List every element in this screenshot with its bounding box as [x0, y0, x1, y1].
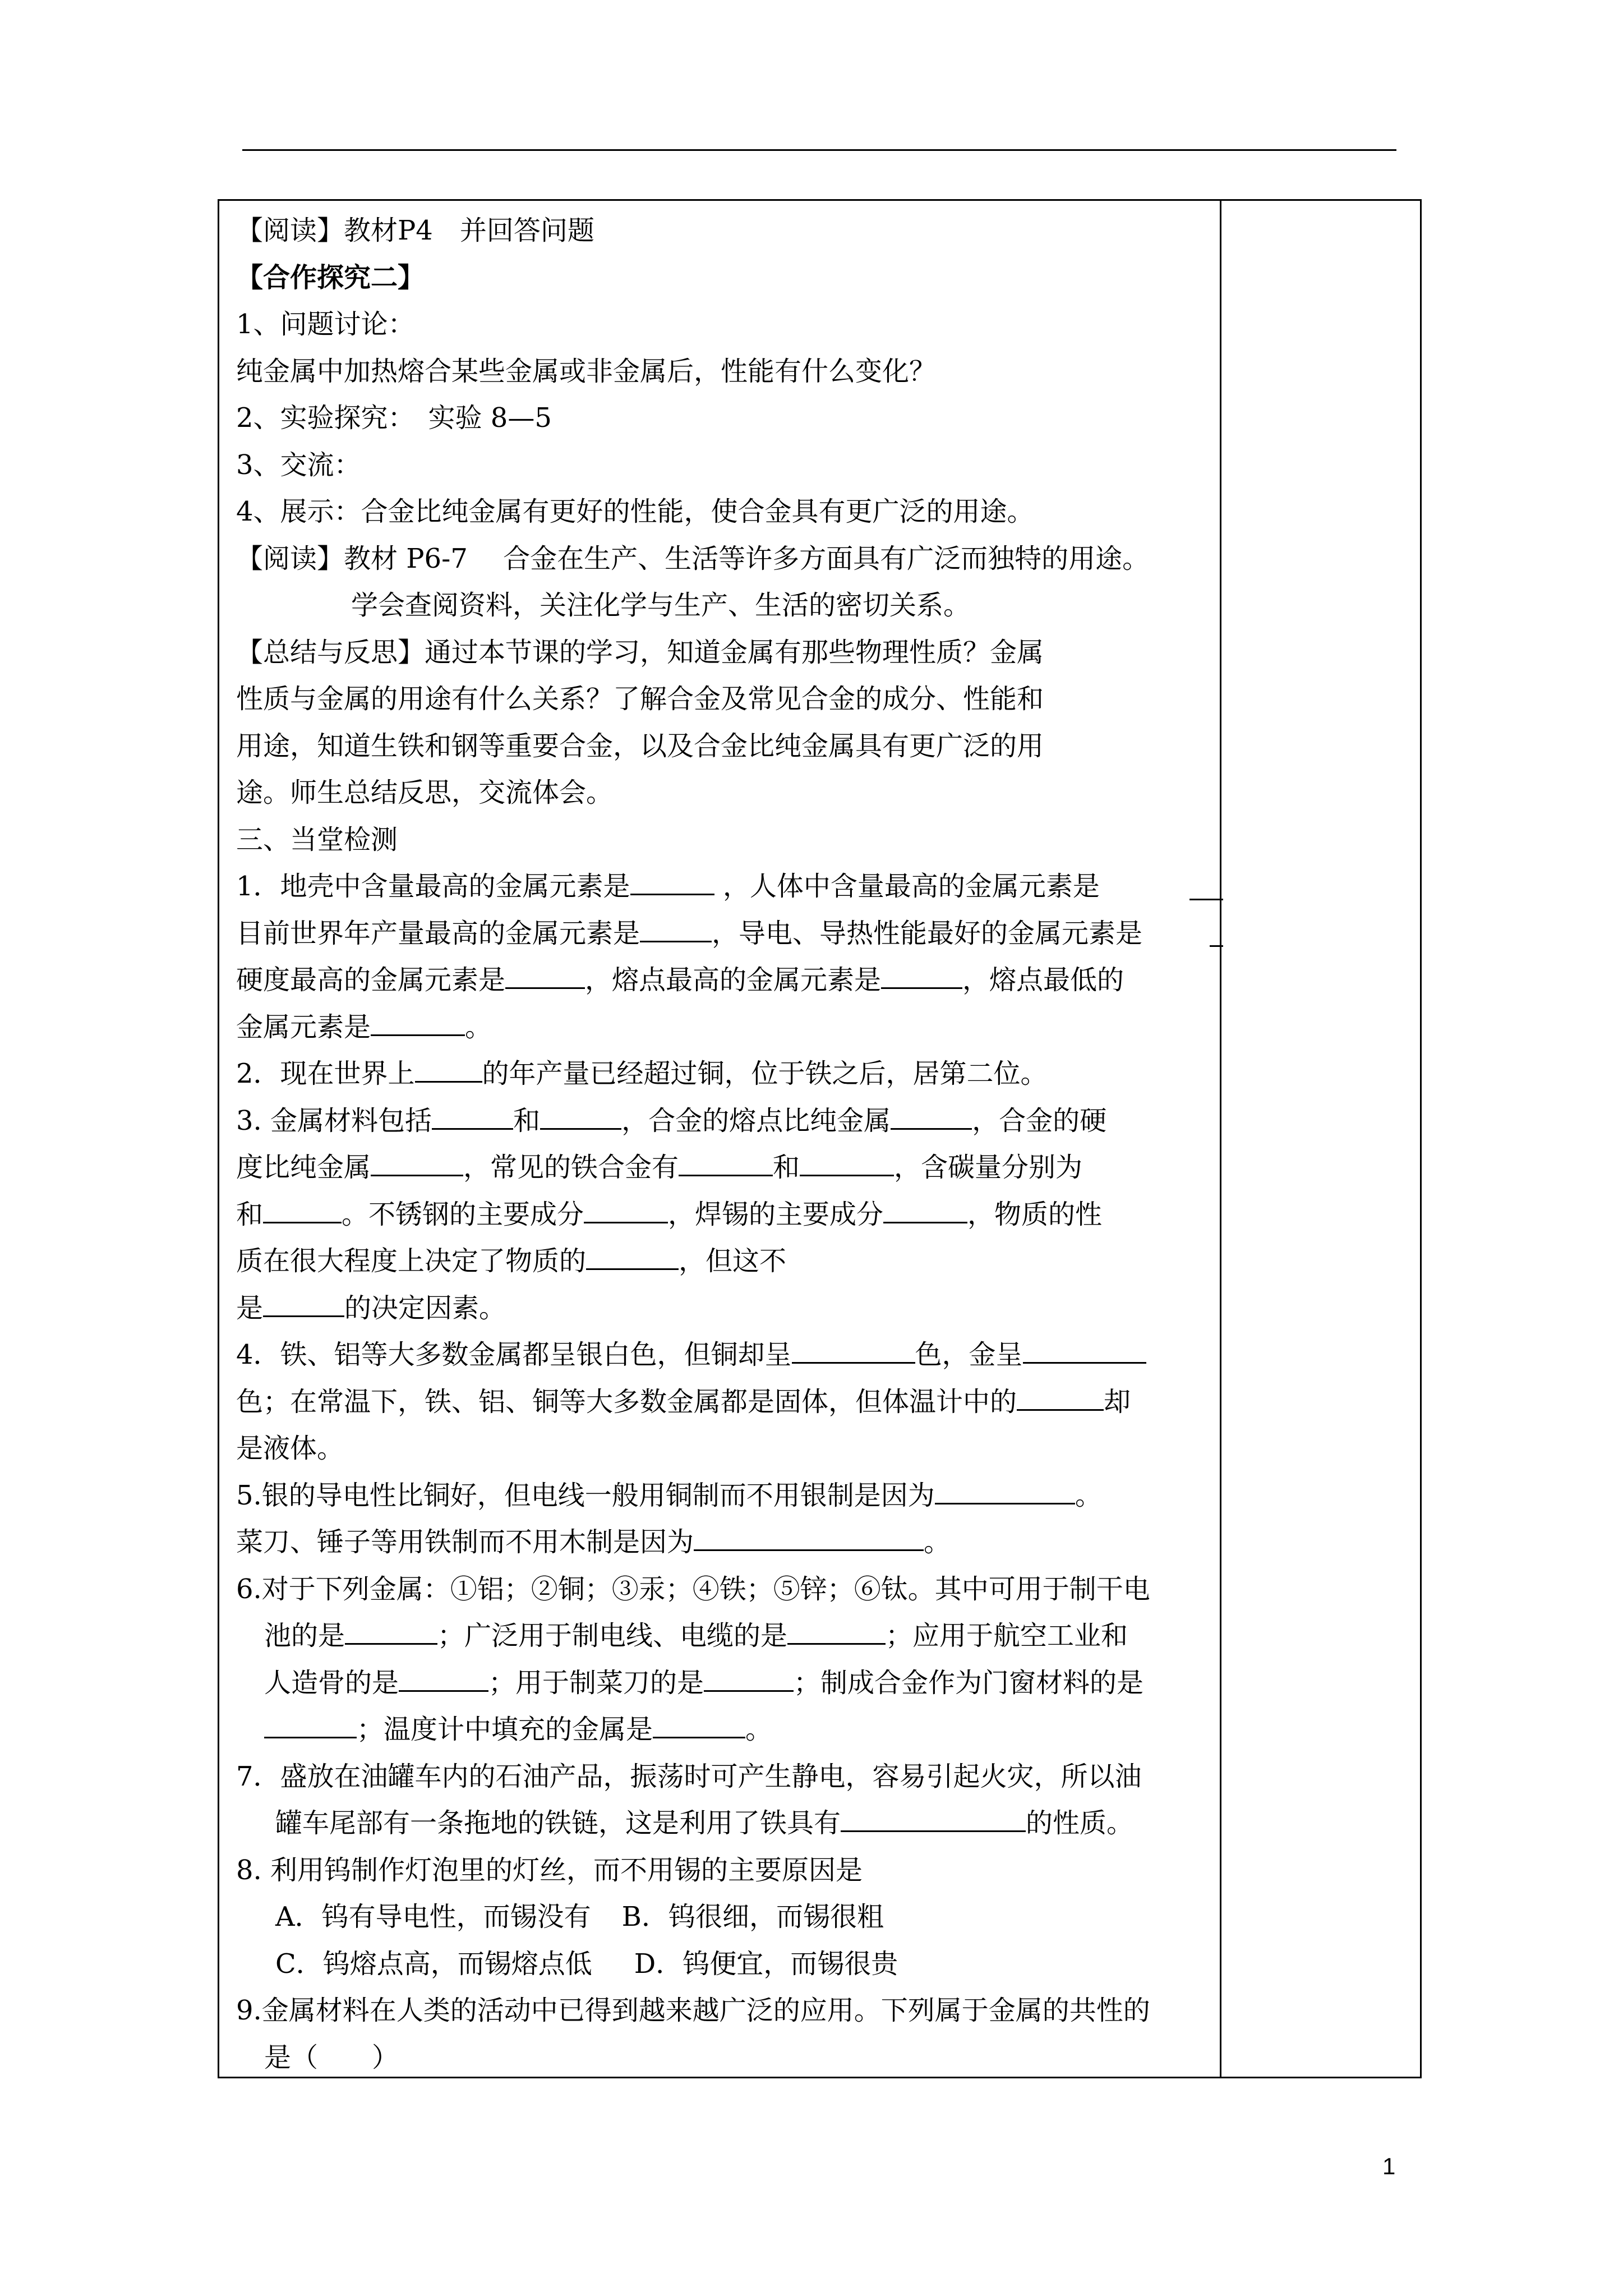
blank	[891, 1103, 972, 1130]
blank	[694, 1525, 924, 1551]
blank	[371, 1150, 463, 1176]
blank	[935, 1478, 1075, 1504]
question-2	[236, 1051, 1212, 1098]
q5-text-d: 。	[924, 1526, 951, 1558]
q3-text-o: 是	[236, 1292, 264, 1324]
option-d: D．钨便宜，而锡很贵	[634, 1948, 898, 1980]
blank	[653, 1712, 745, 1738]
q7-text-b: 罐车尾部有一条拖地的铁链，这是利用了铁具有	[275, 1807, 841, 1839]
lesson-table	[218, 199, 1422, 2078]
blank	[704, 1665, 794, 1692]
reading-line-2: 【阅读】教材 P6-7 合金在生产、生活等许多方面具有广泛而独特的用途。	[236, 542, 1150, 574]
exchange-line: 3、交流：	[236, 449, 361, 481]
reading-line-1: 【阅读】教材P4 并回答问题	[236, 215, 594, 246]
option-a: A．钨有导电性，而锡没有	[275, 1901, 591, 1932]
q3-text-m: 质在很大程度上决定了物质的	[236, 1245, 587, 1277]
question-4-line-3: 是液体。	[236, 1433, 344, 1464]
blank	[1017, 1384, 1104, 1411]
blank	[415, 1056, 482, 1083]
q4-text-c: 色；在常温下，铁、铝、铜等大多数金属都是固体，但体温计中的	[236, 1386, 1017, 1418]
question-7-line-2	[236, 1800, 1212, 1847]
q4-text-a: 4．铁、铝等大多数金属都呈银白色，但铜却呈	[236, 1339, 792, 1370]
blank	[1023, 1337, 1146, 1364]
question-7-line-1: 7．盛放在油罐车内的石油产品，振荡时可产生静电，容易引起火灾，所以油	[236, 1760, 1142, 1792]
question-5-line-2	[236, 1519, 1212, 1566]
q1-text-a: 1．地壳中含量最高的金属元素是	[236, 871, 630, 902]
experiment-line: 2、实验探究： 实验 8—5	[236, 402, 552, 434]
q4-text-b: 色，金呈	[915, 1339, 1023, 1370]
q1-text-d: ，导电、导热性能最好的金属元素是	[712, 917, 1143, 949]
question-3-line-5	[236, 1285, 1212, 1332]
blank	[640, 916, 712, 942]
q3-text-g: 和	[773, 1152, 800, 1183]
q1-text-e: 硬度最高的金属元素是	[236, 964, 506, 996]
question-3-line-2	[236, 1144, 1212, 1191]
q3-text-f: ，常见的铁合金有	[463, 1152, 679, 1183]
q1-text-g: ，熔点最低的	[962, 964, 1124, 996]
question-3-line-4	[236, 1238, 1212, 1285]
blank	[540, 1103, 621, 1130]
summary-line-4: 途。师生总结反思，交流体会。	[236, 777, 614, 808]
lesson-content	[236, 208, 1212, 2081]
q6-text-e: 人造骨的是	[264, 1667, 399, 1699]
q6-text-h: ；温度计中填充的金属是	[357, 1714, 653, 1745]
q6-text-b: 池的是	[264, 1620, 345, 1651]
summary-line-1: 【总结与反思】通过本节课的学习，知道金属有那些物理性质？金属	[236, 636, 1044, 668]
q1-text-c: 目前世界年产量最高的金属元素是	[236, 917, 640, 949]
question-6-line-4	[236, 1706, 1212, 1754]
q3-text-p: 的决定因素。	[344, 1292, 506, 1324]
section-heading-cooperation: 【合作探究二】	[236, 261, 425, 293]
q2-text-b: 的年产量已经超过铜，位于铁之后，居第二位。	[482, 1058, 1048, 1089]
blank	[1189, 899, 1223, 900]
test-heading: 三、当堂检测	[236, 823, 398, 855]
q1-text-f: ，熔点最高的金属元素是	[585, 964, 882, 996]
q6-text-c: ；广泛用于制电线、电缆的是	[437, 1620, 788, 1651]
blank	[679, 1150, 773, 1176]
question-8-options-ab	[236, 1894, 1212, 1941]
question-3-line-3	[236, 1191, 1212, 1239]
blank	[263, 1291, 344, 1317]
q7-text-c: 的性质。	[1026, 1807, 1134, 1839]
q3-text-n: ，但这不	[679, 1245, 787, 1277]
question-8-options-cd	[236, 1941, 1212, 1988]
blank	[505, 963, 585, 989]
q2-text-a: 2．现在世界上	[236, 1058, 415, 1089]
q5-text-a: 5.银的导电性比铜好，但电线一般用铜制而不用银制是因为	[236, 1479, 935, 1511]
display-line: 4、展示：合金比纯金属有更好的性能，使合金具有更广泛的用途。	[236, 496, 1034, 527]
blank	[399, 1665, 488, 1692]
question-1-line-2	[236, 910, 1212, 958]
blank	[264, 1712, 357, 1738]
question-9-line-2: 是（ ）	[264, 2041, 399, 2073]
q3-text-d: ，合金的硬	[972, 1105, 1107, 1137]
question-3-line-1	[236, 1098, 1212, 1145]
reading-line-2-cont: 学会查阅资料，关注化学与生产、生活的密切关系。	[351, 590, 971, 621]
q1-text-b: ，人体中含量最高的金属元素是	[722, 871, 1100, 902]
blank	[841, 1806, 1026, 1832]
q6-text-i: 。	[745, 1714, 773, 1745]
blank	[881, 963, 962, 989]
blank	[883, 1197, 967, 1223]
summary-line-3: 用途，知道生铁和钢等重要合金，以及合金比纯金属具有更广泛的用	[236, 730, 1044, 762]
q3-text-e: 度比纯金属	[236, 1152, 371, 1183]
q4-text-d: 却	[1104, 1386, 1131, 1418]
question-5-line-1	[236, 1473, 1212, 1520]
blank	[586, 1244, 679, 1270]
blank	[792, 1337, 915, 1364]
question-4-line-1	[236, 1332, 1212, 1379]
discussion-question: 纯金属中加热熔合某些金属或非金属后，性能有什么变化？	[236, 355, 937, 387]
q5-text-b: 。	[1075, 1479, 1102, 1511]
question-1-line-3	[236, 957, 1212, 1004]
blank	[1210, 945, 1223, 947]
blank	[787, 1618, 886, 1645]
option-b: B．钨很细，而锡很粗	[621, 1901, 884, 1932]
q3-text-j: 。不锈钢的主要成分	[342, 1198, 584, 1230]
q3-text-k: ，焊锡的主要成分	[668, 1198, 884, 1230]
question-6-line-3	[236, 1660, 1212, 1707]
discussion-heading: 1、问题讨论：	[236, 309, 415, 340]
q1-text-i: 。	[465, 1011, 492, 1043]
header-rule	[242, 149, 1396, 151]
page-number: 1	[1382, 2153, 1396, 2179]
blank	[584, 1197, 668, 1223]
q1-text-h: 金属元素是	[236, 1011, 371, 1043]
question-4-line-2	[236, 1379, 1212, 1426]
q3-text-l: ，物质的性	[967, 1198, 1103, 1230]
blank	[263, 1197, 342, 1223]
column-divider	[1220, 201, 1221, 2077]
q6-text-g: ；制成合金作为门窗材料的是	[794, 1667, 1144, 1699]
question-1-line-4	[236, 1004, 1212, 1051]
q6-text-f: ；用于制菜刀的是	[488, 1667, 704, 1699]
q5-text-c: 菜刀、锤子等用铁制而不用木制是因为	[236, 1526, 694, 1558]
blank	[432, 1103, 513, 1130]
blank	[630, 869, 714, 895]
q3-text-h: ，含碳量分别为	[894, 1152, 1083, 1183]
q6-text-d: ；应用于航空工业和	[886, 1620, 1128, 1651]
q3-text-i: 和	[236, 1198, 264, 1230]
question-1-line-1	[236, 863, 1212, 910]
blank	[345, 1618, 437, 1645]
blank	[800, 1150, 894, 1176]
q3-text-c: ，合金的熔点比纯金属	[621, 1105, 891, 1137]
question-9-line-1: 9.金属材料在人类的活动中已得到越来越广泛的应用。下列属于金属的共性的	[236, 1995, 1150, 2026]
option-c: C．钨熔点高，而锡熔点低	[275, 1948, 592, 1980]
summary-line-2: 性质与金属的用途有什么关系？了解合金及常见合金的成分、性能和	[236, 683, 1044, 715]
question-6-line-1: 6.对于下列金属：①铝；②铜；③汞；④铁；⑤锌；⑥钛。其中可用于制干电	[236, 1573, 1150, 1605]
q3-text-a: 3. 金属材料包括	[236, 1105, 432, 1137]
question-6-line-2	[236, 1613, 1212, 1660]
blank	[371, 1010, 465, 1036]
question-8-stem: 8. 利用钨制作灯泡里的灯丝，而不用锡的主要原因是	[236, 1854, 863, 1886]
q3-text-b: 和	[513, 1105, 541, 1137]
